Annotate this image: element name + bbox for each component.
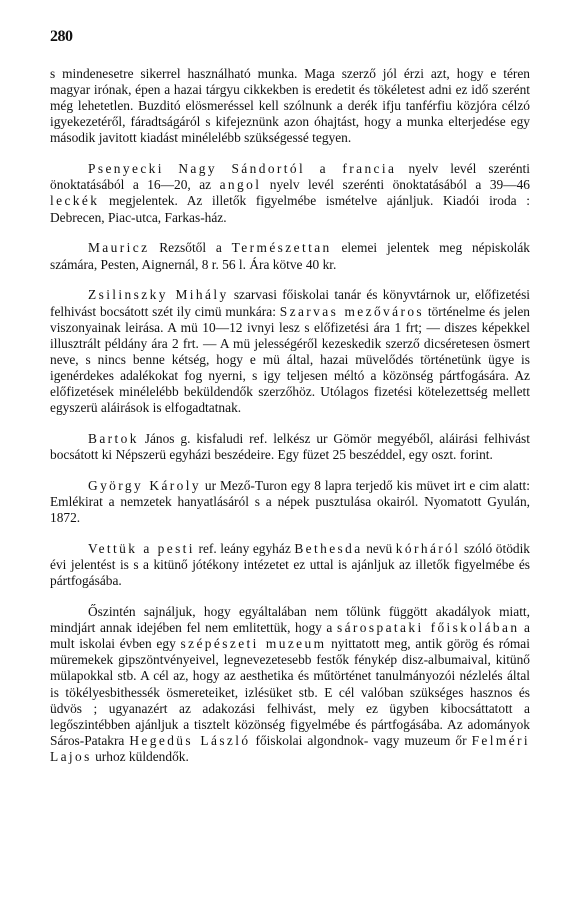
spaced-emphasis: Felméri Lajos [50,732,531,764]
spaced-emphasis: Psenyecki Nagy Sándortól a francia [88,161,397,177]
text-run: urhoz küldendők. [91,748,189,764]
spaced-emphasis: Bethesda [294,541,363,557]
paragraph-gyorgy [50,478,530,526]
text-run: főiskolai algondnok- vagy muzeum őr [250,732,472,748]
text-run: nyittatott meg, antik görög és római müremekek gipszöntvényeivel, legnevezetesebb festők fénykép disz-albumaival, kitünő mülapokkal stb. A cél az, hogy az aesthetika és műtörténet tanulmányozói nézlelés által is tökélyesbithessék ösmereteiket, izlésüket stb. E cél valóban szükséges hasznos és üdvös ; ugyanazért az adakozási felhivást, mely ez ügyben kibocsáttatott a legőszintébben ajánljuk a tisztelt közönség figyelmébe és pártfogásába. Az adományok Sáros-Patakra [50,636,530,748]
text-run: Rezsőtől a [149,240,232,256]
text-run: nyelv levél szerénti önoktatásából a 16—20, az [50,161,530,193]
paragraph-bartok [50,431,530,463]
text-run: ur Mező-Turon egy 8 lapra terjedő kis müvet irt e cim alatt: Emlékirat a nemzetek hanyatlásáról s a népek pusztulása okairól. Nyomatott Gyulán, 1872. [50,477,530,526]
text-run: a mult iskolai évben egy [50,620,531,652]
paragraph-psenyecki [50,161,530,225]
text-run: s mindenesetre sikerrel használható munka. Maga szerző jól érzi azt, hogy e téren magyar irónak, épen a hazai tárgyu cikkekben is eredetit és tökéletest adni ez idő szerént még lehetetlen. Buzditó elösmeréssel kell szólnunk a derék ifju tanférfiu közjóra célzó igyekezetéről, fáradtságáról s kifejeznünk azon óhajtást, hogy a munka elterjedése egy második javitott kiadást minélelébb szükségessé tegyen. [50,66,530,146]
text-run: megjelentek. Az illetők figyelmébe ismételve ajánljuk. Kiadói iroda : Debrecen, Piac-utca, Farkas-ház. [50,193,530,225]
text-run: János g. kisfaludi ref. lelkész ur Gömör megyéből, aláirási felhivást bocsátott ki Népszerü egyházi beszédeire. Egy füzet 25 beszéddel, egy oszt. forint. [50,430,530,463]
text-run: nevü [362,541,396,557]
spaced-emphasis: sárospataki főiskolában [336,620,520,636]
paragraph-zsilinszky [50,287,530,416]
paragraph-review-ending [50,66,530,146]
spaced-emphasis: Szarvas mezőváros [279,303,425,319]
text-run: Őszintén sajnáljuk, hogy egyáltalában nem tőlünk függött akadályok miatt, mindjárt annak idejében fel nem emlitettük, hogy a [50,604,530,636]
spaced-emphasis: György Károly [88,477,201,493]
text-run: történelme és jelen viszonyainak leirása. A mü 10—12 ivnyi lesz s előfizetési ára 1 frt; — diszes képekkel illusztrált példány ára 2 frt. — A mü jelességéről kezeskedik szerző dicséretesen ösmert neve, s nincs benne kétség, hogy e mü által, hazai müvelődés történetünk ügye is igenérdekes adalékokat fog nyerni, s igy teljesen méltó a közönség pártfogására. Az előfizetések minélelébb beküldendők szerzőhöz. Utólagos fizetési kötelezettség mellett egyszerü aláirások is elfogadtatnak. [50,303,530,416]
text-run: szarvasi főiskolai tanár és könyvtárnok ur, előfizetési felhivást bocsátott szét ily cimü munkára: [50,287,530,319]
spaced-emphasis: kórháról [395,541,461,557]
spaced-emphasis: angol [219,177,262,193]
spaced-emphasis: Vettük a pesti [88,541,195,557]
spaced-emphasis: Bartok [88,430,139,446]
text-run: szóló ötödik évi jelentést is s a kitünő jótékony intézetet ez uttal is ajánljuk az illetők figyelmébe és pártfogásába. [50,541,530,589]
text-run: elemei jelentek meg népiskolák számára, Pesten, Aignernál, 8 r. 56 l. Ára kötve 40 kr. [50,240,530,272]
spaced-emphasis: szépészeti muzeum [180,636,327,652]
text-run: nyelv levél szerénti önoktatásából a 39—46 [261,177,530,193]
spaced-emphasis: leckék [50,193,100,209]
text-run: ref. leány egyház [194,541,295,557]
page-number: 280 [50,28,73,45]
paragraph-mauricz [50,240,530,272]
spaced-emphasis: Hegedüs László [129,732,251,748]
spaced-emphasis: Természettan [231,240,332,256]
article-body [50,66,530,780]
paragraph-bethesda [50,541,530,589]
spaced-emphasis: Mauricz [88,240,150,256]
spaced-emphasis: Zsilinszky Mihály [88,287,229,303]
paragraph-sarospatak-museum [50,604,530,765]
